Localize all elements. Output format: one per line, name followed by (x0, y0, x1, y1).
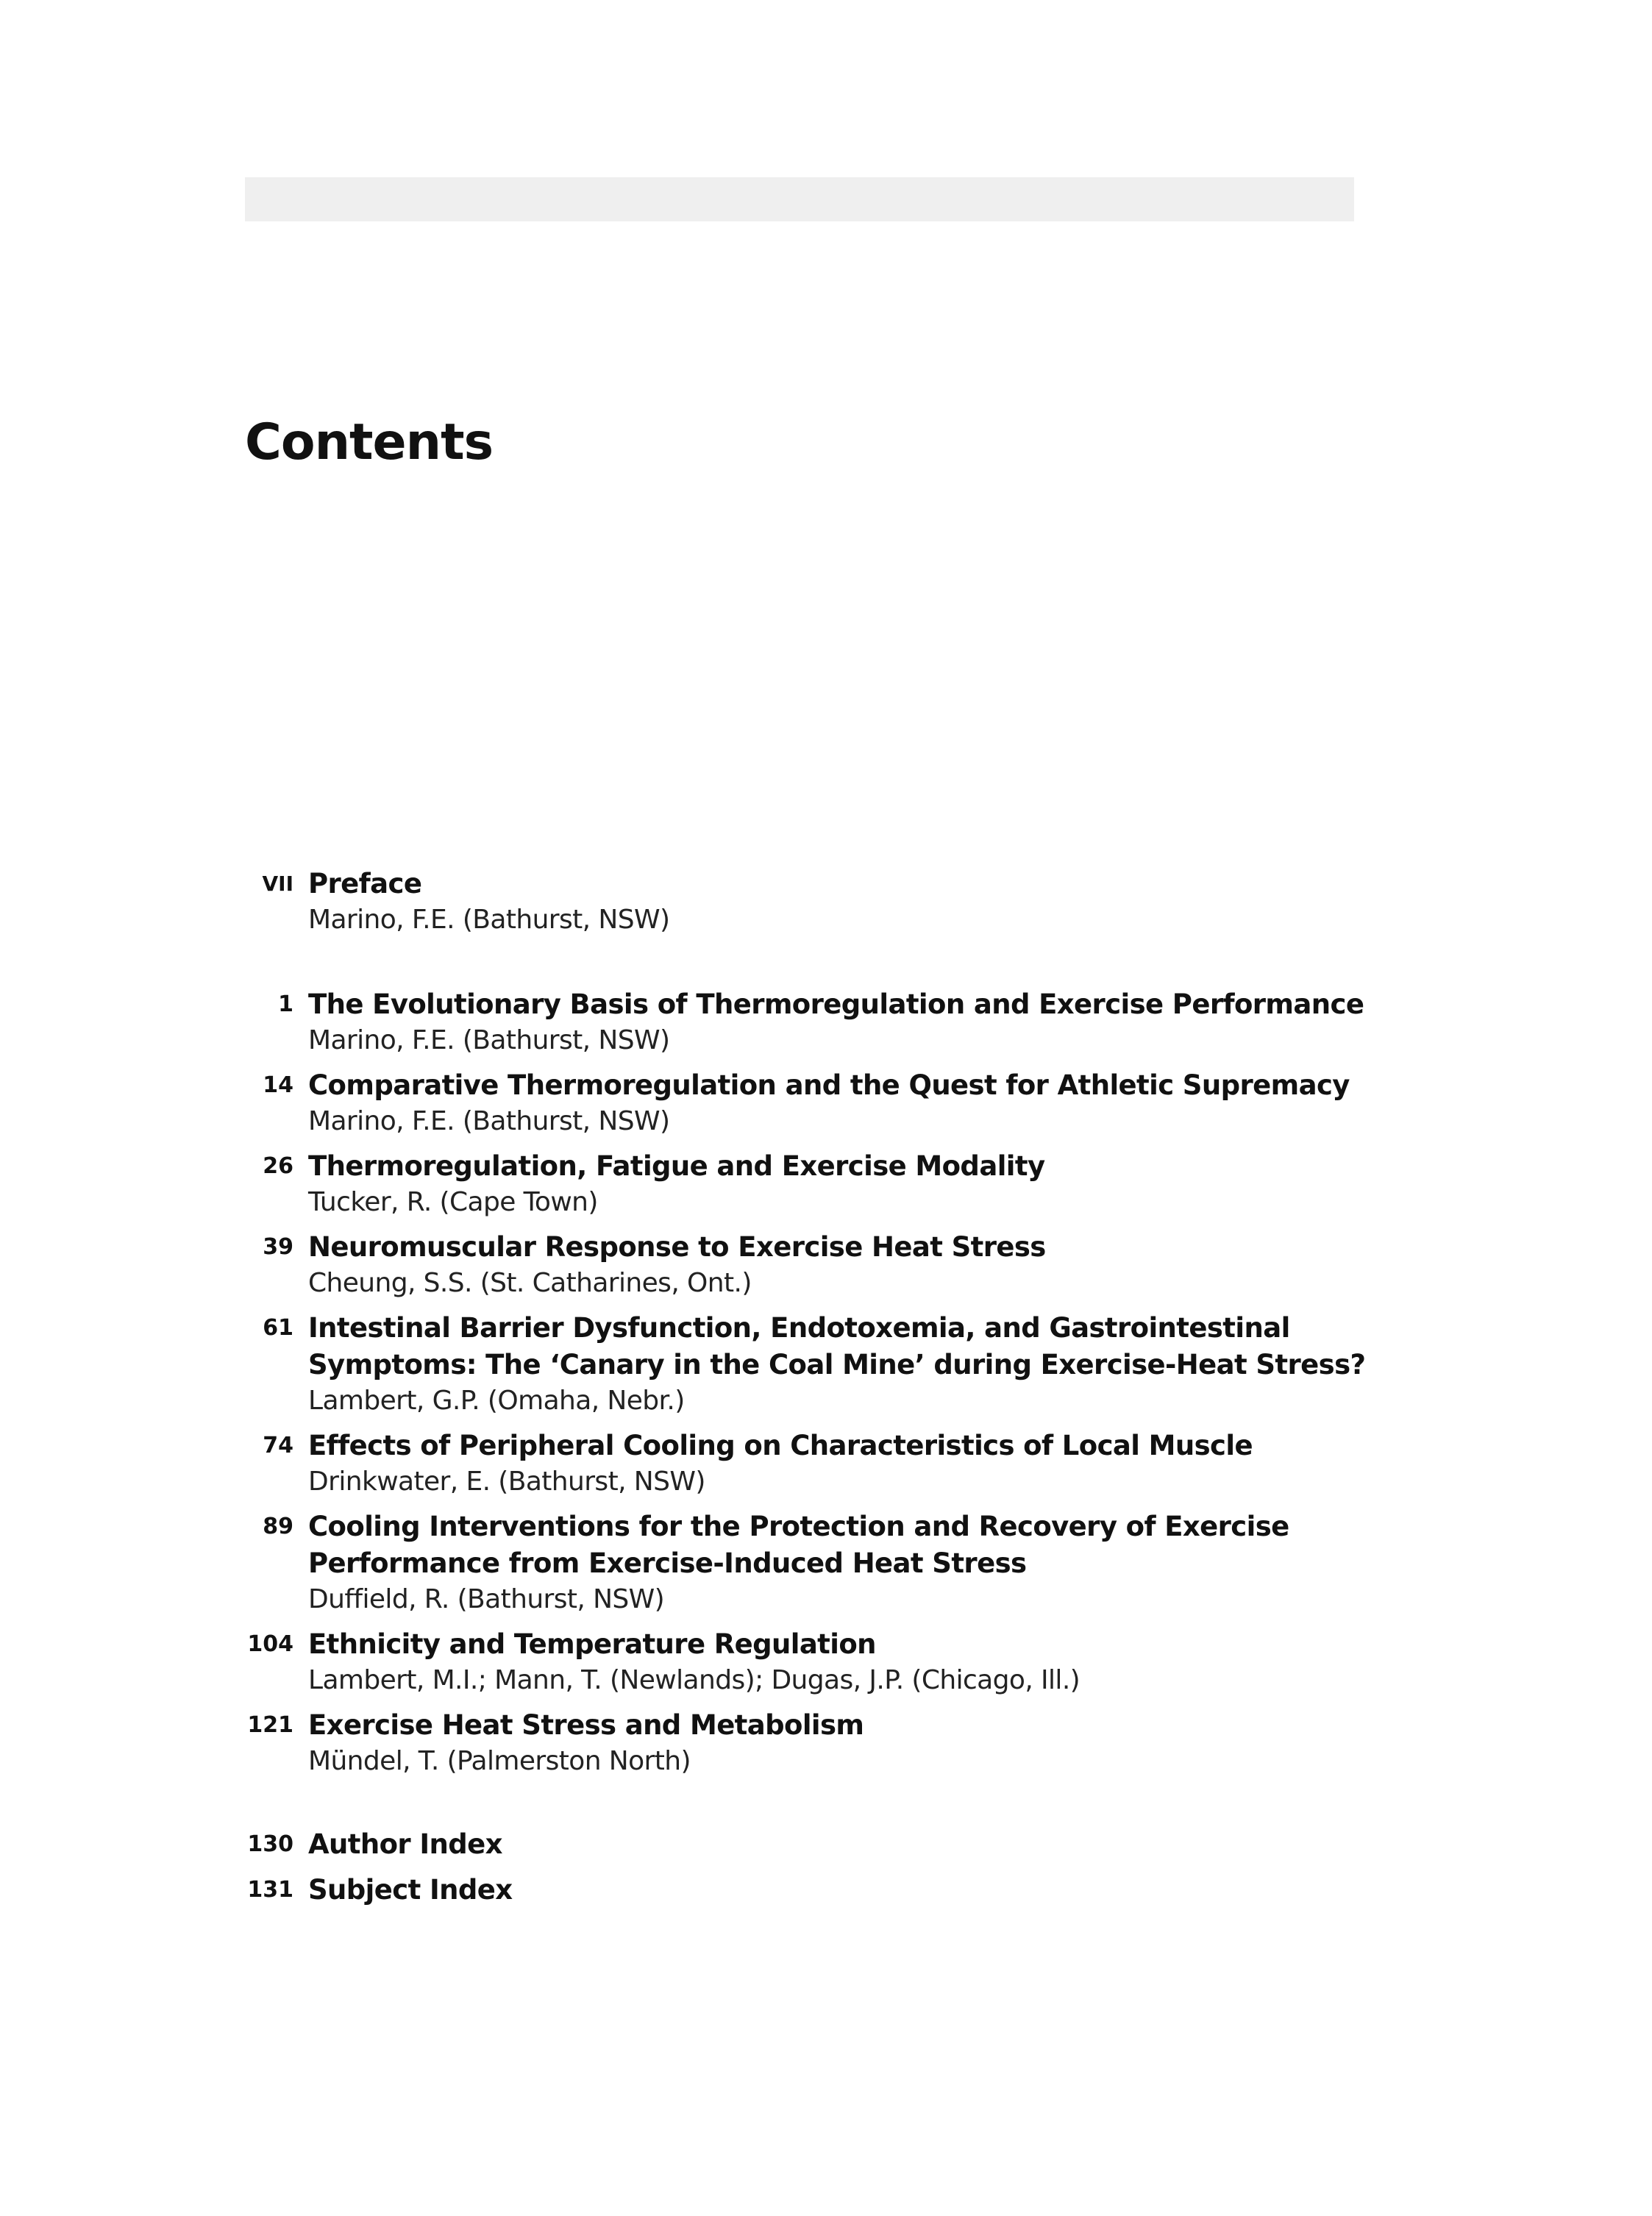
toc-page-number: 39 (263, 1234, 293, 1260)
toc-entry-body (308, 1148, 1422, 1220)
toc-entry-author: Cheung, S.S. (St. Catharines, Ont.) (308, 1268, 752, 1298)
toc-entry-title-line-1: Intestinal Barrier Dysfunction, Endotoxemia, and Gastrointestinal (308, 1312, 1290, 1344)
toc-entry-author: Marino, F.E. (Bathurst, NSW) (308, 1106, 670, 1136)
toc-entry-author: Marino, F.E. (Bathurst, NSW) (308, 905, 670, 935)
toc-entry-author: Duffield, R. (Bathurst, NSW) (308, 1584, 665, 1614)
toc-entry-author-index[interactable] (245, 1826, 1422, 1863)
toc-page-number: 26 (263, 1153, 293, 1179)
toc-entry-title-line-1: Cooling Interventions for the Protection and Recovery of Exercise (308, 1511, 1289, 1542)
toc-entry-title: Subject Index (308, 1874, 513, 1906)
toc-entry-author: Marino, F.E. (Bathurst, NSW) (308, 1025, 670, 1055)
table-of-contents (245, 866, 1422, 1909)
toc-entry-title: Author Index (308, 1828, 502, 1860)
toc-entry-title: Comparative Thermoregulation and the Quest for Athletic Supremacy (308, 1069, 1350, 1101)
toc-entry-chapter-1[interactable] (245, 986, 1422, 1058)
toc-entry-body (308, 1872, 1422, 1909)
toc-entry-chapter-9[interactable] (245, 1707, 1422, 1779)
toc-entry-title-line-2: Symptoms: The ‘Canary in the Coal Mine’ during Exercise-Heat Stress? (308, 1349, 1366, 1380)
toc-entry-title: Ethnicity and Temperature Regulation (308, 1628, 876, 1660)
toc-entry-title: Exercise Heat Stress and Metabolism (308, 1709, 864, 1741)
toc-entry-title: Effects of Peripheral Cooling on Characteristics of Local Muscle (308, 1430, 1253, 1461)
toc-entry-chapter-7[interactable] (245, 1508, 1422, 1617)
toc-page-number: 14 (263, 1072, 293, 1098)
header-bar (245, 177, 1354, 221)
toc-page-number: 1 (278, 991, 293, 1017)
toc-entry-chapter-2[interactable] (245, 1067, 1422, 1139)
toc-entry-title: Neuromuscular Response to Exercise Heat Stress (308, 1231, 1046, 1263)
toc-entry-body (308, 1626, 1422, 1698)
toc-page-number: VII (262, 872, 293, 896)
toc-entry-author: Lambert, M.I.; Mann, T. (Newlands); Dugas, J.P. (Chicago, Ill.) (308, 1665, 1080, 1695)
page-title: Contents (245, 413, 494, 471)
toc-entry-body (308, 1707, 1422, 1779)
toc-entry-body (308, 986, 1422, 1058)
toc-entry-author: Tucker, R. (Cape Town) (308, 1187, 598, 1217)
toc-entry-author: Mündel, T. (Palmerston North) (308, 1746, 691, 1776)
toc-entry-preface[interactable] (245, 866, 1422, 938)
toc-page-number: 61 (263, 1315, 293, 1341)
toc-entry-body (308, 1826, 1422, 1863)
toc-entry-chapter-8[interactable] (245, 1626, 1422, 1698)
toc-page-number: 74 (263, 1433, 293, 1458)
toc-entry-body (308, 1508, 1422, 1617)
toc-entry-body (308, 1310, 1422, 1419)
toc-page-number: 121 (247, 1712, 293, 1738)
toc-entry-body (308, 866, 1422, 938)
toc-entry-chapter-5[interactable] (245, 1310, 1422, 1419)
toc-entry-chapter-4[interactable] (245, 1229, 1422, 1301)
toc-entry-body (308, 1229, 1422, 1301)
toc-entry-subject-index[interactable] (245, 1872, 1422, 1909)
toc-page-number: 131 (247, 1877, 293, 1903)
toc-entry-body (308, 1428, 1422, 1500)
toc-page-number: 89 (263, 1514, 293, 1539)
toc-entry-author: Lambert, G.P. (Omaha, Nebr.) (308, 1386, 685, 1416)
toc-entry-chapter-3[interactable] (245, 1148, 1422, 1220)
toc-entry-body (308, 1067, 1422, 1139)
toc-entry-author: Drinkwater, E. (Bathurst, NSW) (308, 1467, 705, 1497)
toc-page-number: 104 (247, 1631, 293, 1657)
toc-entry-title: Preface (308, 868, 422, 899)
toc-entry-title: Thermoregulation, Fatigue and Exercise Modality (308, 1150, 1045, 1182)
toc-entry-chapter-6[interactable] (245, 1428, 1422, 1500)
toc-page-number: 130 (247, 1831, 293, 1857)
toc-entry-title-line-2: Performance from Exercise-Induced Heat Stress (308, 1547, 1027, 1579)
toc-entry-title: The Evolutionary Basis of Thermoregulation and Exercise Performance (308, 988, 1364, 1020)
